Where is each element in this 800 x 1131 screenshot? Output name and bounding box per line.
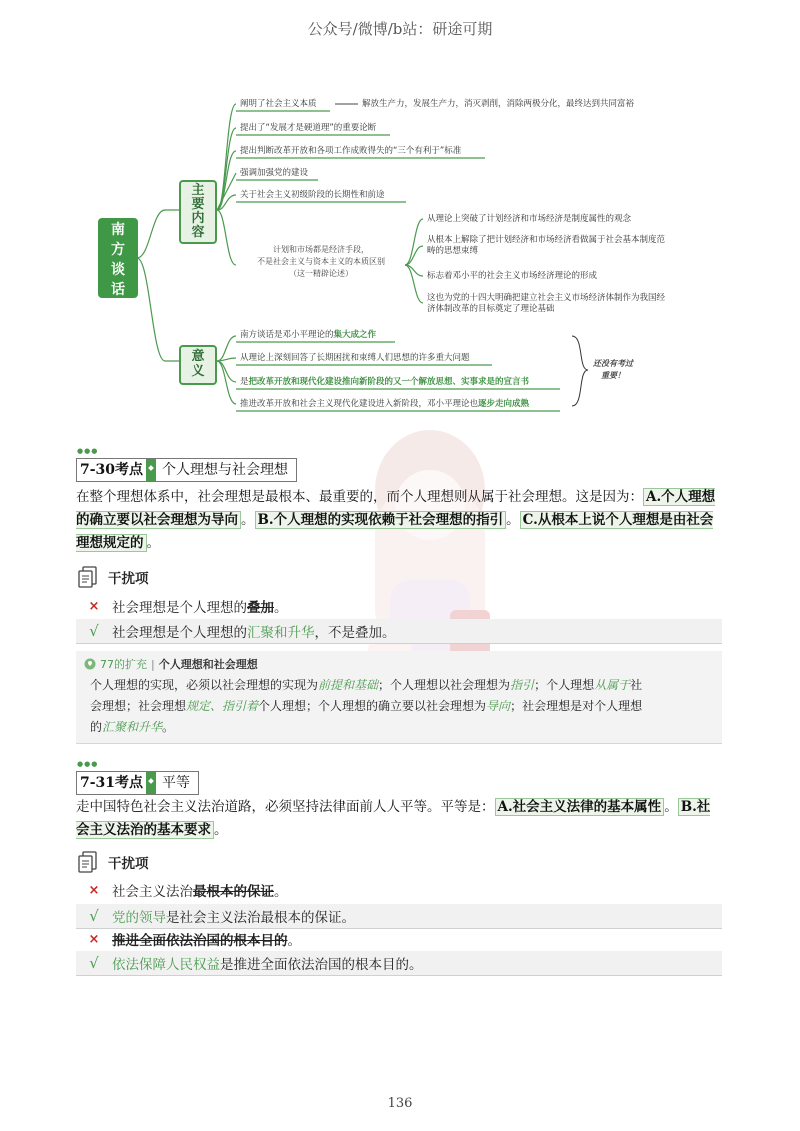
sub-leaf-4: 这也为党的十四大明确把建立社会主义市场经济体制作为我国经济体制改革的目标奠定了理论基础 <box>427 293 666 314</box>
distractor-heading <box>78 851 149 873</box>
wrong-strike: 叠加 <box>247 600 274 616</box>
section-paragraph <box>76 486 722 555</box>
distractor-heading <box>78 566 149 588</box>
answer-b: B.社会主义法治的基本要求 <box>76 799 711 838</box>
correct-statement-row <box>76 951 722 976</box>
sig-leaf-1 <box>240 330 376 341</box>
end: 。 <box>214 822 228 838</box>
sep: 。 <box>506 512 520 528</box>
section-name: 个人理想与社会理想 <box>162 462 289 478</box>
wrong-statement-row <box>76 594 722 618</box>
page-header: 公众号/微博/b站：研途可期 <box>307 20 493 38</box>
extension-separator: | <box>151 657 155 671</box>
t: 个人理想；个人理想的确立要以社会理想为 <box>258 699 487 713</box>
section-title-7-31 <box>76 771 199 795</box>
t: 导向 <box>486 699 511 713</box>
row-strike: 最根本的保证 <box>193 884 274 900</box>
sub-center-text <box>236 244 406 280</box>
page-number: 136 <box>387 1096 413 1111</box>
branch-significance <box>179 345 217 385</box>
section-dots: ●●● <box>77 760 99 768</box>
wrong-statement-row <box>76 927 722 951</box>
leaf-development: 提出了“发展才是硬道理”的重要论断 <box>240 123 377 133</box>
document-icon <box>78 851 98 873</box>
leaf-party-building: 强调加强党的建设 <box>240 168 309 178</box>
section-dots: ●●● <box>77 447 99 455</box>
section-number: 7-30考点 <box>80 462 144 478</box>
ext-line-2 <box>90 696 714 717</box>
distractor-label: 干扰项 <box>108 856 149 872</box>
cross-mark-icon: × <box>88 598 100 614</box>
distractor-label: 干扰项 <box>108 571 149 587</box>
sub-leaf-1: 从理论上突破了计划经济和市场经济是制度属性的观念 <box>427 214 632 224</box>
extension-tag: 77的扩充 <box>100 658 147 671</box>
leaf-primary-stage: 关于社会主义初级阶段的长期性和前途 <box>240 190 385 200</box>
row-green: 依法保障人民权益 <box>112 957 220 973</box>
t: 指引 <box>510 678 535 692</box>
extension-body <box>90 675 714 738</box>
lightbulb-icon <box>84 658 96 670</box>
sig-leaf-1-pre: 南方谈话是邓小平理论的 <box>240 330 334 340</box>
row-post: 。 <box>274 884 288 900</box>
extension-heading <box>84 656 258 672</box>
row-post: 是社会主义法治最根本的保证。 <box>166 910 355 926</box>
para-text: 在整个理想体系中，社会理想是最根本、最重要的，而个人理想则从属于社会理想。这是因为： <box>76 489 643 505</box>
branch-main-content-label: 主要内容 <box>191 183 205 240</box>
mindmap <box>0 90 800 420</box>
row-green: 党的领导 <box>112 910 166 926</box>
sig-leaf-3-pre: 是 <box>240 377 249 387</box>
sig-leaf-4 <box>240 399 529 410</box>
section-number: 7-31考点 <box>80 775 144 791</box>
bookmark-flag-icon <box>146 772 156 794</box>
correct-statement-row <box>76 904 722 929</box>
right-post: ，不是叠加。 <box>314 625 396 641</box>
sub-center-line-3: （这一精辟论述） <box>289 269 353 278</box>
check-mark-icon: √ <box>89 622 99 640</box>
sig-leaf-3 <box>240 377 529 388</box>
row-strike: 推进全面依法治国的根本目的 <box>112 933 288 949</box>
sep: 。 <box>664 799 678 815</box>
section-title-7-30 <box>76 458 297 482</box>
leaf-socialism-essence-detail: 解放生产力，发展生产力，消灭剥削，消除两极分化，最终达到共同富裕 <box>362 99 635 109</box>
sep: 。 <box>241 512 255 528</box>
t: 前提和基础 <box>318 678 379 692</box>
row-post: 。 <box>287 933 301 949</box>
wrong-pre: 社会理想是个人理想的 <box>112 600 247 616</box>
correct-statement-row <box>76 619 722 644</box>
sig-leaf-1-highlight: 集大成之作 <box>333 330 377 340</box>
t: 。 <box>162 720 175 734</box>
sig-leaf-2: 从理论上深刻回答了长期困扰和束缚人们思想的许多重大问题 <box>240 353 470 363</box>
answer-c: C.从根本上说个人理想是由社会理想规定的 <box>76 512 714 551</box>
branch-significance-label: 意义 <box>191 349 205 379</box>
para-text: 走中国特色社会主义法治道路，必须坚持法律面前人人平等。平等是： <box>76 799 495 815</box>
sub-leaf-3: 标志着邓小平的社会主义市场经济理论的形成 <box>427 271 598 281</box>
ext-line-1 <box>90 675 714 696</box>
t: 汇聚和升华 <box>102 720 163 734</box>
cross-mark-icon: × <box>88 931 100 947</box>
answer-b: B.个人理想的实现依赖于社会理想的指引 <box>255 511 507 529</box>
wrong-statement-row <box>76 878 722 902</box>
extension-title: 个人理想和社会理想 <box>158 658 258 671</box>
section-name: 平等 <box>162 775 191 791</box>
row-pre: 社会主义法治 <box>112 884 193 900</box>
extension-box <box>76 651 722 744</box>
t: 社 <box>630 678 643 692</box>
t: 规定、指引着 <box>186 699 259 713</box>
row-post: 是推进全面依法治国的根本目的。 <box>220 957 423 973</box>
answer-a: A.社会主义法律的基本属性 <box>495 798 665 816</box>
document-icon <box>78 566 98 588</box>
end: 。 <box>146 535 160 551</box>
t: 会理想；社会理想 <box>90 699 187 713</box>
ext-line-3 <box>90 717 714 738</box>
sub-leaf-2: 从根本上解除了把计划经济和市场经济看做属于社会基本制度范畴的思想束缚 <box>427 235 666 256</box>
check-mark-icon: √ <box>89 907 99 925</box>
handwritten-note <box>588 358 638 382</box>
right-green: 汇聚和升华 <box>247 625 315 641</box>
t: ；社会理想是对个人理想 <box>510 699 643 713</box>
answer-a: A.个人理想的确立要以社会理想为导向 <box>76 489 716 528</box>
t: ；个人理想 <box>534 678 595 692</box>
sig-leaf-3-highlight: 把改革开放和现代化建设推向新阶段的又一个解放思想、实事求是的宣言书 <box>248 377 530 387</box>
root-label: 南方谈话 <box>111 222 125 298</box>
section-paragraph <box>76 796 722 842</box>
t: 从属于 <box>594 678 631 692</box>
note-line-2: 重要！ <box>601 371 625 380</box>
leaf-socialism-essence: 阐明了社会主义本质 <box>240 99 317 109</box>
note-line-1: 还没有考过 <box>593 359 633 368</box>
sig-leaf-4-pre: 推进改革开放和社会主义现代化建设进入新阶段，邓小平理论也 <box>240 399 479 409</box>
sub-center-line-2: 不是社会主义与资本主义的本质区别 <box>257 257 385 266</box>
branch-main-content <box>179 180 217 244</box>
sub-center-line-1: 计划和市场都是经济手段， <box>273 245 369 254</box>
leaf-three-favorables: 提出判断改革开放和各项工作成败得失的“三个有利于”标准 <box>240 146 462 156</box>
t: 的 <box>90 720 103 734</box>
wrong-post: 。 <box>274 600 288 616</box>
sig-leaf-4-highlight: 逐步走向成熟 <box>478 399 530 409</box>
root-node <box>98 218 138 298</box>
check-mark-icon: √ <box>89 954 99 972</box>
cross-mark-icon: × <box>88 882 100 898</box>
bookmark-flag-icon <box>146 459 156 481</box>
t: 个人理想的实现，必须以社会理想的实现为 <box>90 678 319 692</box>
t: ；个人理想以社会理想为 <box>378 678 511 692</box>
right-pre: 社会理想是个人理想的 <box>112 625 247 641</box>
